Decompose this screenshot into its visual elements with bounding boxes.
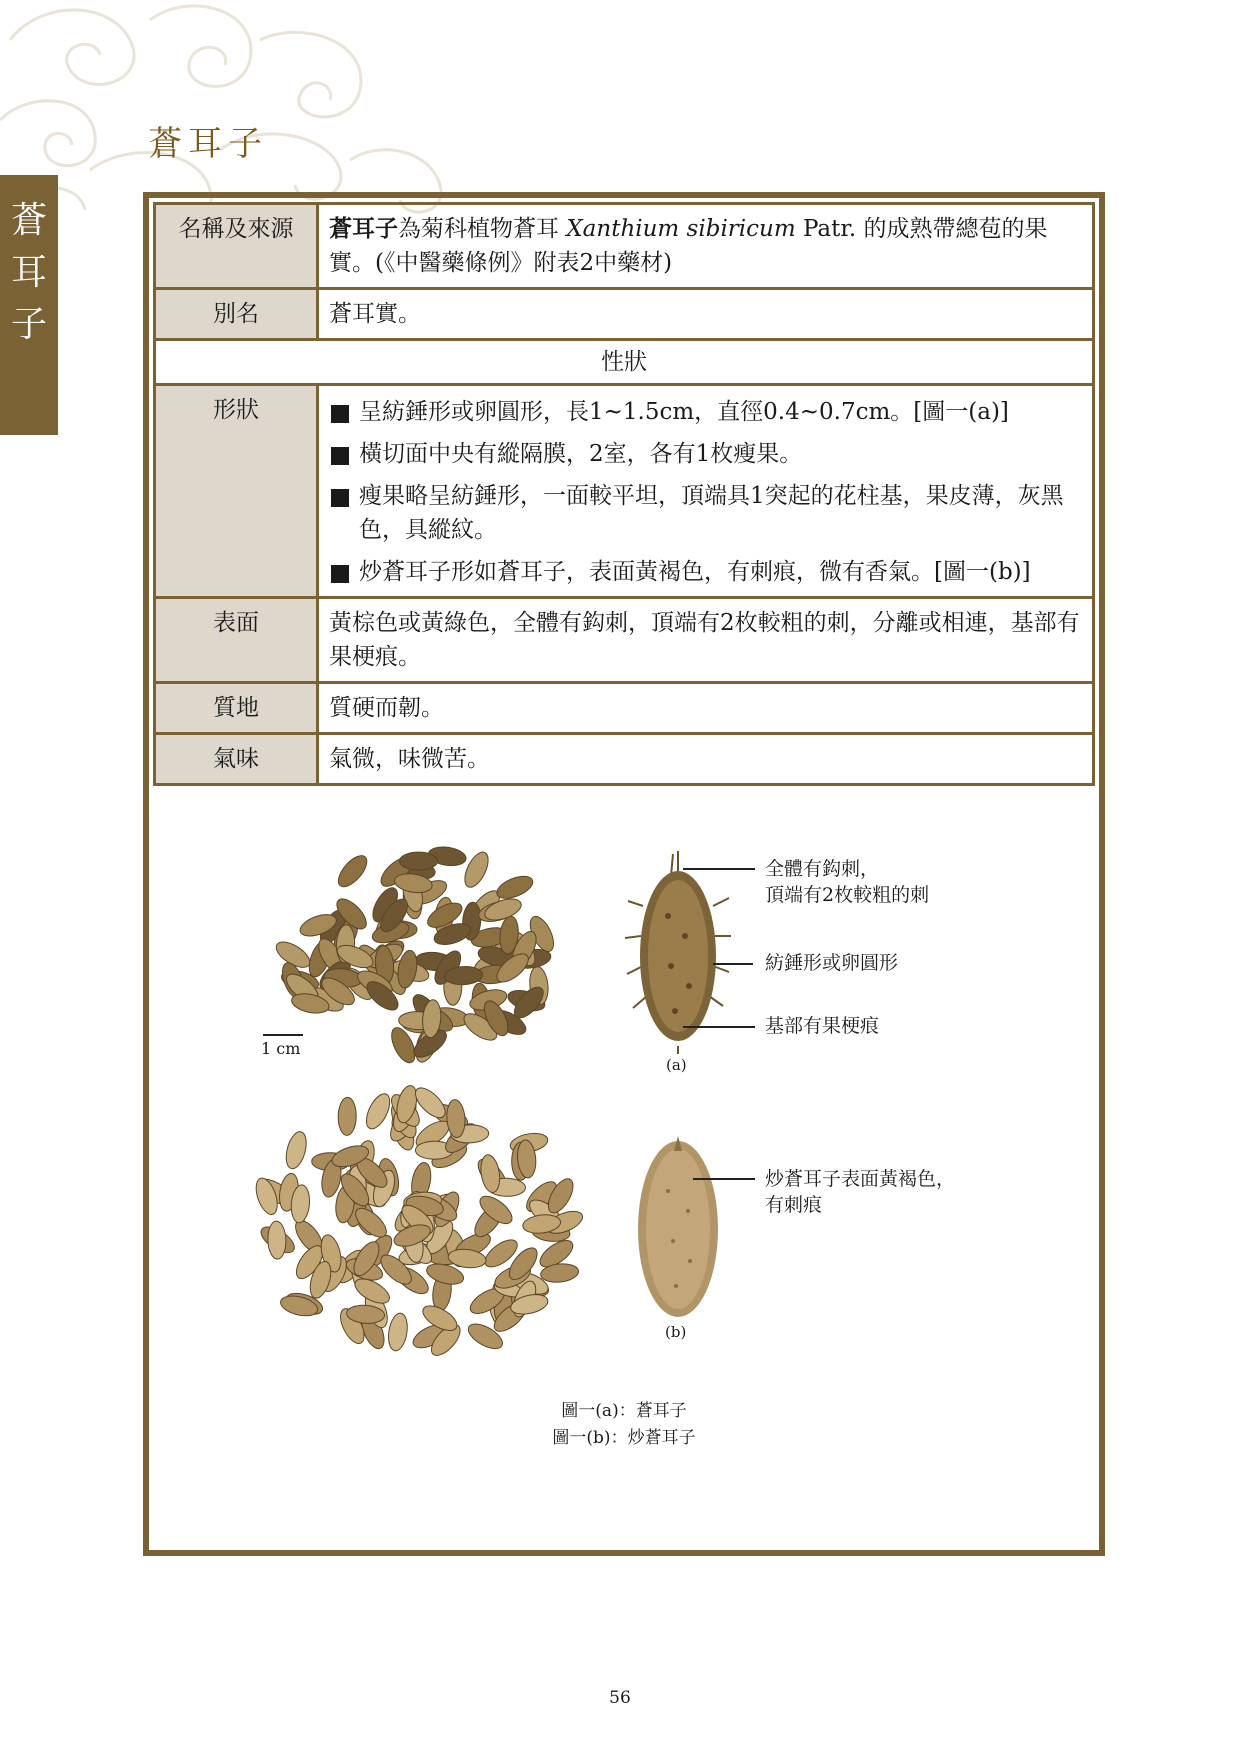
page-title: 蒼耳子 bbox=[148, 124, 268, 164]
table-row-source bbox=[155, 204, 1094, 289]
fruit-shape bbox=[386, 1312, 410, 1352]
monograph-table bbox=[153, 202, 1095, 786]
figure-caption-b: 圖一(b)：炒蒼耳子 bbox=[552, 1428, 696, 1448]
odor-label: 氣味 bbox=[155, 734, 318, 785]
monograph-frame bbox=[143, 192, 1105, 1556]
source-label: 名稱及來源 bbox=[155, 204, 318, 289]
side-tab-char: 蒼 bbox=[10, 200, 47, 241]
leader-line bbox=[683, 1026, 755, 1028]
shape-value bbox=[318, 385, 1094, 598]
surface-label: 表面 bbox=[155, 598, 318, 683]
source-value bbox=[318, 204, 1094, 289]
fruit-shape bbox=[400, 852, 438, 870]
figure-label-b: (b) bbox=[665, 1323, 687, 1341]
odor-value: 氣微，味微苦。 bbox=[318, 734, 1094, 785]
figure-label-a: (a) bbox=[666, 1056, 687, 1074]
leader-line bbox=[713, 963, 753, 965]
list-item: 瘦果略呈紡錘形，一面較平坦，頂端具1突起的花柱基，果皮薄，灰黑色，具縱紋。 bbox=[329, 479, 1082, 547]
figure-caption-a: 圖一(a)：蒼耳子 bbox=[561, 1401, 687, 1421]
annotation-b: 炒蒼耳子表面黃褐色， 有刺痕 bbox=[765, 1168, 956, 1216]
leader-line bbox=[693, 1178, 755, 1180]
single-fruit-a-photo bbox=[623, 846, 733, 1056]
source-text-b: Patr. 的成熟帶總苞的果實。(《中醫藥條例》附表2中藥材) bbox=[329, 216, 1048, 276]
shape-list bbox=[329, 395, 1082, 589]
leader-line bbox=[683, 868, 755, 870]
alias-label: 別名 bbox=[155, 289, 318, 340]
fruit-shape bbox=[494, 872, 536, 903]
single-fruit-b-photo bbox=[628, 1131, 728, 1321]
surface-value: 黃棕色或黃綠色，全體有鈎刺，頂端有2枚較粗的刺，分離或相連，基部有果梗痕。 bbox=[318, 598, 1094, 683]
annotation-a-spines: 全體有鈎刺， 頂端有2枚較粗的刺 bbox=[765, 858, 930, 906]
list-item: 呈紡錘形或卵圓形，長1~1.5cm，直徑0.4~0.7cm。[圖一(a)] bbox=[329, 395, 1082, 429]
side-tab-char: 耳 bbox=[10, 252, 47, 293]
alias-value: 蒼耳實。 bbox=[318, 289, 1094, 340]
side-tab-char: 子 bbox=[10, 304, 47, 345]
side-tab bbox=[0, 175, 58, 435]
fruit-shape bbox=[446, 1099, 467, 1138]
scale-label: 1 cm bbox=[261, 1039, 301, 1058]
annotation-a-base: 基部有果梗痕 bbox=[765, 1015, 880, 1037]
latin-name: Xanthium sibiricum bbox=[566, 216, 796, 242]
list-item: 炒蒼耳子形如蒼耳子，表面黃褐色，有刺痕，微有香氣。[圖一(b)] bbox=[329, 555, 1082, 589]
table-row-texture bbox=[155, 683, 1094, 734]
list-item: 橫切面中央有縱隔膜，2室，各有1枚瘦果。 bbox=[329, 437, 1082, 471]
fruit-shape bbox=[362, 1090, 395, 1132]
annotation-a-shape: 紡錘形或卵圓形 bbox=[765, 952, 899, 974]
fruit-shape bbox=[283, 1130, 310, 1171]
specimen-figure bbox=[153, 786, 1095, 1556]
fruit-shape bbox=[338, 1097, 357, 1135]
fruit-shape bbox=[267, 1221, 286, 1260]
source-bold: 蒼耳子 bbox=[329, 215, 398, 242]
section-header: 性狀 bbox=[155, 340, 1094, 385]
table-row-alias bbox=[155, 289, 1094, 340]
table-row-surface bbox=[155, 598, 1094, 683]
shape-label: 形狀 bbox=[155, 385, 318, 598]
texture-value: 質硬而韌。 bbox=[318, 683, 1094, 734]
table-row-shape bbox=[155, 385, 1094, 598]
table-row-odor bbox=[155, 734, 1094, 785]
fruit-pile-b-photo bbox=[248, 1076, 588, 1376]
page-number: 56 bbox=[609, 1688, 631, 1708]
texture-label: 質地 bbox=[155, 683, 318, 734]
table-row-section bbox=[155, 340, 1094, 385]
fruit-shape bbox=[333, 851, 372, 891]
source-text-a: 為菊科植物蒼耳 bbox=[398, 216, 567, 242]
